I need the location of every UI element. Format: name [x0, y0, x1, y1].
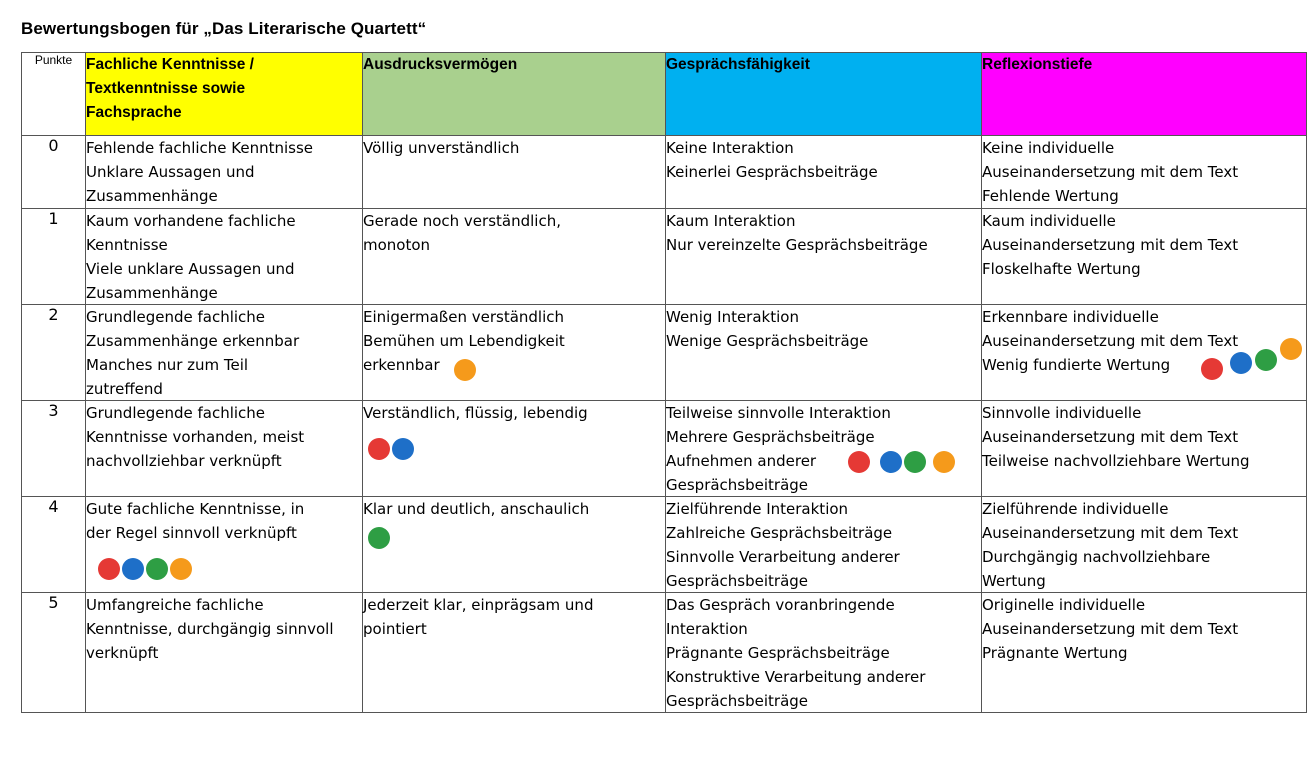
criterion-text: Zielführende individuelle	[982, 500, 1169, 518]
green-dot-icon	[146, 558, 168, 580]
blue-dot-icon	[392, 438, 414, 460]
criterion-text: Grundlegende fachliche	[86, 404, 266, 422]
criterion-text: Auseinandersetzung mit dem Text	[982, 332, 1239, 350]
column-header-line: Gesprächsfähigkeit	[666, 56, 810, 73]
criterion-text: Grundlegende fachliche	[86, 308, 266, 326]
criterion-text: Auseinandersetzung mit dem Text	[982, 524, 1239, 542]
criterion-text: Kaum individuelle	[982, 212, 1116, 230]
criterion-text: Kenntnisse vorhanden, meist	[86, 428, 305, 446]
criterion-text: Auseinandersetzung mit dem Text	[982, 163, 1239, 181]
criterion-text: Floskelhafte Wertung	[982, 260, 1141, 278]
red-dot-icon	[98, 558, 120, 580]
criterion-text: Gesprächsbeiträge	[666, 692, 809, 710]
document-title: Bewertungsbogen für „Das Literarische Quartett“	[21, 19, 427, 38]
criterion-text: Durchgängig nachvollziehbare	[982, 548, 1211, 566]
green-dot-icon	[904, 451, 926, 473]
rating-marker-group	[454, 359, 476, 381]
criterion-text: der Regel sinnvoll verknüpft	[86, 524, 297, 542]
criterion-text: Keine Interaktion	[666, 139, 794, 157]
criterion-text: Bemühen um Lebendigkeit	[363, 332, 565, 350]
criterion-text: nachvollziehbar verknüpft	[86, 452, 282, 470]
rating-marker-group	[933, 451, 955, 473]
criterion-text: Sinnvolle Verarbeitung anderer	[666, 548, 900, 566]
table-row	[22, 497, 1307, 593]
criterion-text: Kaum vorhandene fachliche	[86, 212, 296, 230]
criterion-cell	[666, 497, 982, 593]
rating-marker-group	[98, 558, 192, 580]
rating-marker-group	[880, 451, 926, 473]
points-value: 0	[22, 136, 86, 209]
criterion-text: zutreffend	[86, 380, 163, 398]
column-header-line: Fachliche Kenntnisse /	[86, 56, 254, 73]
header-row	[22, 53, 1307, 136]
criterion-text: Zusammenhänge	[86, 187, 218, 205]
criterion-text: Einigermaßen verständlich	[363, 308, 565, 326]
orange-dot-icon	[170, 558, 192, 580]
criterion-text: Teilweise sinnvolle Interaktion	[666, 404, 891, 422]
criterion-text: Das Gespräch voranbringende	[666, 596, 895, 614]
criterion-text: Zusammenhänge erkennbar	[86, 332, 300, 350]
criterion-text: Viele unklare Aussagen und	[86, 260, 295, 278]
criterion-text: Gerade noch verständlich,	[363, 212, 561, 230]
criterion-text: Fehlende fachliche Kenntnisse	[86, 139, 314, 157]
criterion-text: Interaktion	[666, 620, 748, 638]
criterion-cell	[982, 497, 1307, 593]
blue-dot-icon	[122, 558, 144, 580]
points-value: 2	[22, 305, 86, 401]
criterion-cell	[86, 593, 363, 713]
criterion-cell	[86, 497, 363, 593]
criterion-cell	[982, 401, 1307, 497]
points-value: 1	[22, 209, 86, 305]
criterion-text: Wenig fundierte Wertung	[982, 356, 1171, 374]
rating-marker-group	[368, 527, 390, 549]
criterion-cell	[666, 209, 982, 305]
criterion-text: Auseinandersetzung mit dem Text	[982, 428, 1239, 446]
criterion-text: monoton	[363, 236, 431, 254]
criterion-cell	[982, 593, 1307, 713]
criterion-text: Keinerlei Gesprächsbeiträge	[666, 163, 878, 181]
table-row	[22, 593, 1307, 713]
criterion-cell	[982, 136, 1307, 209]
criterion-cell	[363, 305, 666, 401]
green-dot-icon	[1255, 349, 1277, 371]
criterion-text: Erkennbare individuelle	[982, 308, 1159, 326]
criterion-text: Wenige Gesprächsbeiträge	[666, 332, 869, 350]
criterion-cell	[666, 136, 982, 209]
criterion-cell	[86, 136, 363, 209]
criterion-cell	[363, 593, 666, 713]
criterion-text: Auseinandersetzung mit dem Text	[982, 620, 1239, 638]
table-row	[22, 136, 1307, 209]
criterion-text: Gesprächsbeiträge	[666, 572, 809, 590]
table-row	[22, 209, 1307, 305]
column-header-fachliche-kenntnisse	[86, 53, 363, 136]
criterion-cell	[86, 401, 363, 497]
rating-marker-group	[1255, 349, 1277, 371]
criterion-text: Originelle individuelle	[982, 596, 1146, 614]
criterion-cell	[363, 136, 666, 209]
criterion-cell	[666, 401, 982, 497]
criterion-cell	[86, 305, 363, 401]
criterion-cell	[666, 593, 982, 713]
rating-marker-group	[1280, 338, 1302, 360]
column-header-reflexionstiefe	[982, 53, 1307, 136]
criterion-text: Mehrere Gesprächsbeiträge	[666, 428, 875, 446]
rating-table	[21, 52, 1307, 713]
column-header-line: Reflexionstiefe	[982, 56, 1093, 73]
criterion-text: Jederzeit klar, einprägsam und	[363, 596, 594, 614]
criterion-text: Umfangreiche fachliche	[86, 596, 264, 614]
criterion-text: Zahlreiche Gesprächsbeiträge	[666, 524, 893, 542]
criterion-cell	[86, 209, 363, 305]
criterion-text: pointiert	[363, 620, 427, 638]
column-header-line: Ausdrucksvermögen	[363, 56, 518, 73]
points-value: 4	[22, 497, 86, 593]
criterion-text: Teilweise nachvollziehbare Wertung	[982, 452, 1250, 470]
criterion-text: Konstruktive Verarbeitung anderer	[666, 668, 926, 686]
rating-marker-group	[368, 438, 414, 460]
criterion-text: Keine individuelle	[982, 139, 1115, 157]
criterion-text: verknüpft	[86, 644, 159, 662]
column-header-line: Fachsprache	[86, 104, 182, 121]
criterion-text: Kenntnisse, durchgängig sinnvoll	[86, 620, 334, 638]
criterion-cell	[982, 209, 1307, 305]
orange-dot-icon	[1280, 338, 1302, 360]
table-row	[22, 305, 1307, 401]
criterion-text: Kaum Interaktion	[666, 212, 796, 230]
criterion-text: Völlig unverständlich	[363, 139, 520, 157]
criterion-text: Wenig Interaktion	[666, 308, 799, 326]
criterion-text: Wertung	[982, 572, 1046, 590]
criterion-text: erkennbar	[363, 356, 440, 374]
criterion-text: Prägnante Wertung	[982, 644, 1128, 662]
rating-marker-group	[1230, 352, 1252, 374]
criterion-text: Zielführende Interaktion	[666, 500, 849, 518]
criterion-cell	[363, 497, 666, 593]
red-dot-icon	[368, 438, 390, 460]
criterion-text: Manches nur zum Teil	[86, 356, 249, 374]
criterion-text: Klar und deutlich, anschaulich	[363, 500, 590, 518]
orange-dot-icon	[454, 359, 476, 381]
criterion-cell	[666, 305, 982, 401]
rating-marker-group	[1201, 358, 1223, 380]
blue-dot-icon	[880, 451, 902, 473]
table-row	[22, 401, 1307, 497]
column-header-line: Textkenntnisse sowie	[86, 80, 246, 97]
points-value: 3	[22, 401, 86, 497]
criterion-text: Sinnvolle individuelle	[982, 404, 1142, 422]
criterion-text: Aufnehmen anderer	[666, 452, 817, 470]
criterion-cell	[363, 209, 666, 305]
green-dot-icon	[368, 527, 390, 549]
red-dot-icon	[848, 451, 870, 473]
criterion-text: Auseinandersetzung mit dem Text	[982, 236, 1239, 254]
points-value: 5	[22, 593, 86, 713]
blue-dot-icon	[1230, 352, 1252, 374]
orange-dot-icon	[933, 451, 955, 473]
criterion-text: Zusammenhänge	[86, 284, 218, 302]
criterion-cell	[982, 305, 1307, 401]
criterion-text: Verständlich, flüssig, lebendig	[363, 404, 588, 422]
red-dot-icon	[1201, 358, 1223, 380]
criterion-cell	[363, 401, 666, 497]
points-column-header: Punkte	[22, 53, 86, 136]
criterion-text: Nur vereinzelte Gesprächsbeiträge	[666, 236, 928, 254]
column-header-ausdrucksvermoegen	[363, 53, 666, 136]
criterion-text: Prägnante Gesprächsbeiträge	[666, 644, 890, 662]
criterion-text: Unklare Aussagen und	[86, 163, 255, 181]
rating-marker-group	[848, 451, 870, 473]
criterion-text: Fehlende Wertung	[982, 187, 1119, 205]
criterion-text: Gesprächsbeiträge	[666, 476, 809, 494]
criterion-text: Gute fachliche Kenntnisse, in	[86, 500, 305, 518]
criterion-text: Kenntnisse	[86, 236, 168, 254]
column-header-gespraechsfaehigkeit	[666, 53, 982, 136]
